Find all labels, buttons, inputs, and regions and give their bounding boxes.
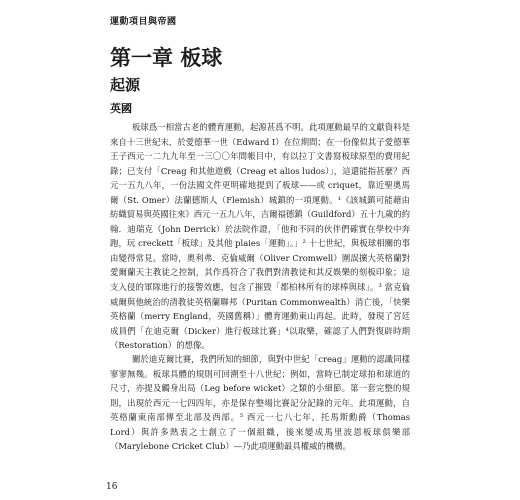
section-title: 起源 <box>110 76 141 94</box>
body-paragraph: 關於迪克爾比賽，我們所知的細節，與對中世紀「creag」運動的認識同樣寥寥無幾。板球具體的規則可回溯至十八世紀；例如，當時已制定球拍和球道的尺寸，亦提及觸身出局（Leg before wicket）之類的小細節。第一套完整的規則，出現於西元一七四四年，亦是保存整場比賽記分記錄的元年。此項運動，自英格蘭東南部傳至北部及西部。⁵ 西元一七八七年，托馬斯勳爵（Thomas Lord）與許多熱衷之士創立了一個組織，後來變成馬里波恩板球俱樂部（Marylebone Cricket Club）—乃此項運動最具權威的機構。 <box>110 354 410 452</box>
running-header: 運動項目與帝國 <box>110 17 177 27</box>
subsection-title: 英國 <box>110 102 132 115</box>
page-number: 16 <box>106 482 118 492</box>
body-paragraph: 板球爲一相當古老的體育運動，起源甚爲不明。此項運動最早的文獻資料是來自十三世紀末，於愛德華一世（Edward I）在位期間；在一份像似其子愛德華王子西元一二九九年至一三〇〇年間帳目中，有以拉丁文書寫板球原型的費用紀錄；已支付「Creag 和其他遊戲（Creag et alios ludos）」，這還能指甚麼？西元一五九八年，一份法國文件更明確地提到了板球——或 criquet，靠近聖奧馬爾（St. Omer）法蘭德斯人（Flemish）城鎮的一項運動。¹《該城鎮可能藉由紡織貿易與英國往來》西元一五九八年，吉爾福德鎮（Guildford）五十九歲的約翰．迪瑞克（John Derrick）於法院作證，「他和不同的伙伴們確實在學校中奔跑，玩 creckett「板球」及其他 plaies「運動」。」² 十七世紀，與板球相關的事由變得常見。當時，奧利弗．克倫威爾（Oliver Cromwell）圍誤擴大英格蘭對愛爾蘭天主教徒之控制，其作爲符合了我們對清教徒和其反娛樂的刻板印象；這支入侵的軍隊進行的接警效應，包含了摧毀「都柏林所有的球棒與球」。³ 當克倫威爾與他統治的清教徒英格蘭聯邦（Puritan Commonwealth）消亡後，「快樂英格蘭（merry England，英國舊稱）」體育運動東山再起。此時，發現了宮廷成員們「在迪克爾（Dicker）進行板球比賽」⁴以取樂，確認了人們對復辟時期（Restoration）的想像。 <box>110 122 410 351</box>
chapter-title: 第一章 板球 <box>110 45 223 70</box>
